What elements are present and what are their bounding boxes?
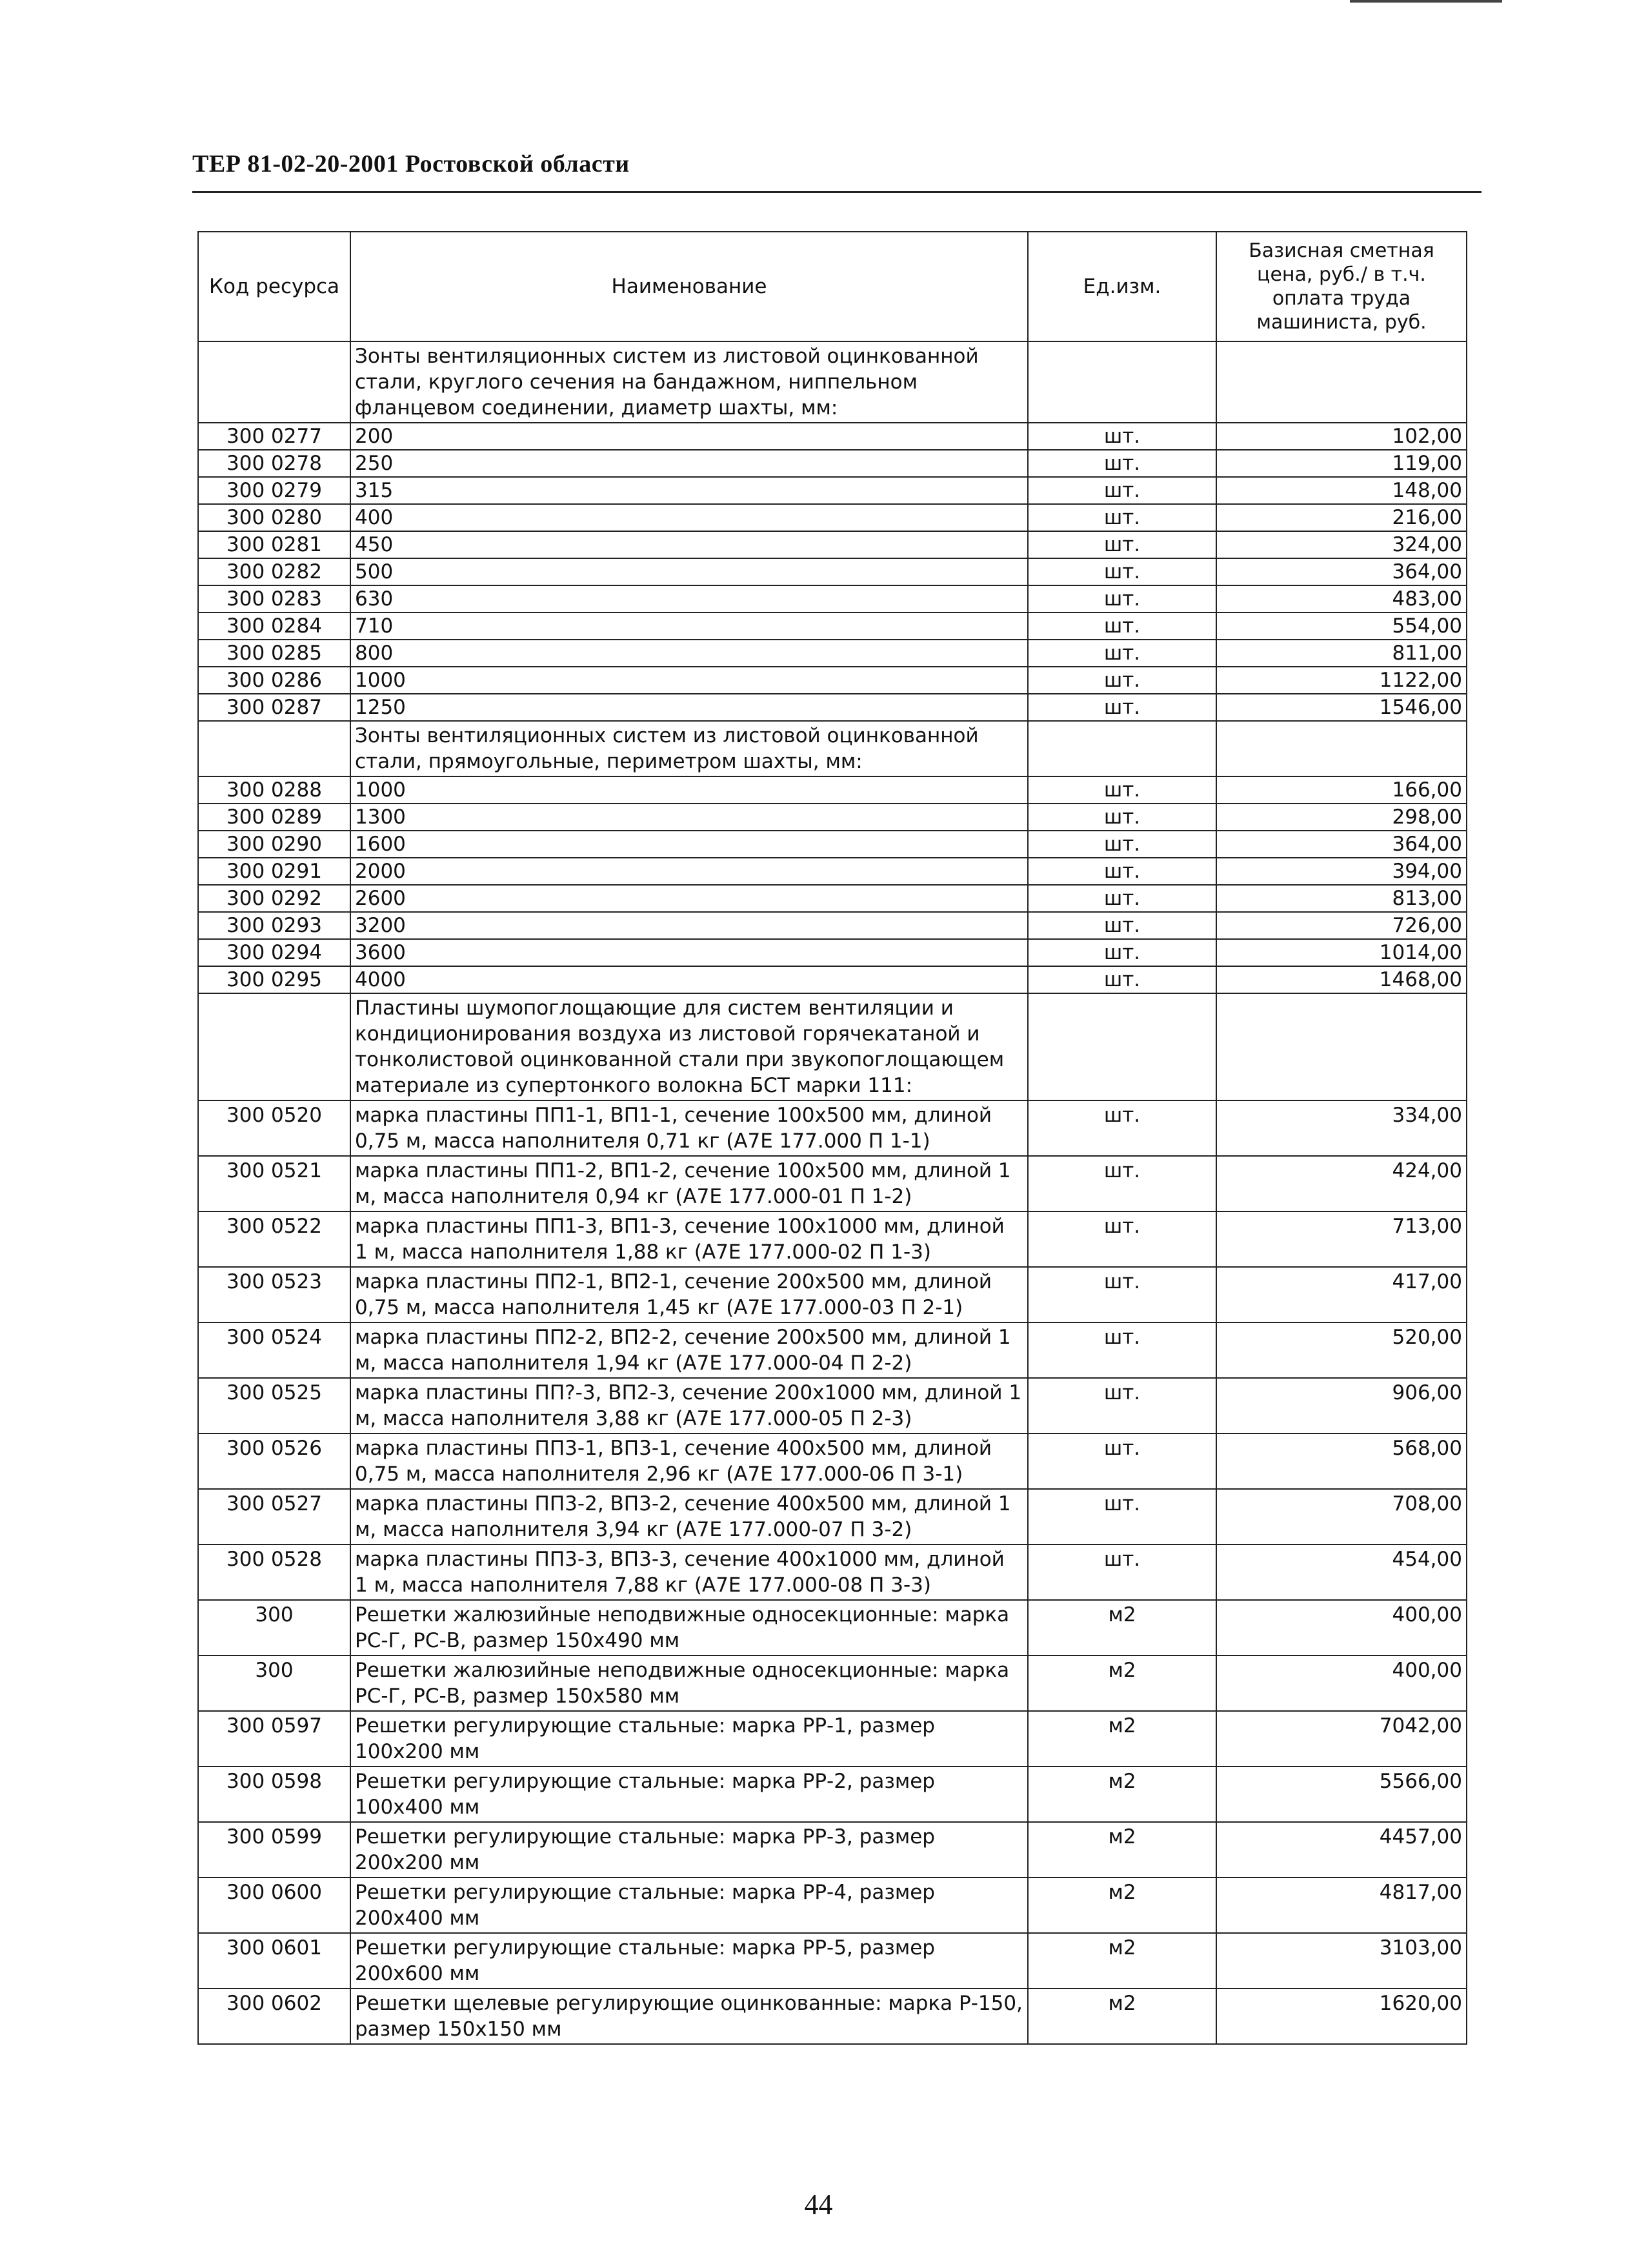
unit-cell: шт. — [1028, 504, 1216, 531]
unit-cell: шт. — [1028, 939, 1216, 966]
resource-code-cell: 300 0525 — [198, 1378, 350, 1433]
price-cell: 708,00 — [1216, 1489, 1467, 1544]
resource-price-table — [197, 231, 1467, 2045]
table-row — [198, 531, 1467, 558]
price-cell: 1122,00 — [1216, 667, 1467, 694]
resource-code-cell: 300 0524 — [198, 1322, 350, 1378]
table-row — [198, 1489, 1467, 1544]
column-header-price: Базисная сметная цена, руб./ в т.ч. оплата труда машиниста, руб. — [1216, 232, 1467, 341]
resource-code-cell: 300 0601 — [198, 1933, 350, 1989]
resource-code-cell: 300 0285 — [198, 640, 350, 667]
table-row — [198, 912, 1467, 939]
table-row — [198, 450, 1467, 477]
price-cell: 554,00 — [1216, 613, 1467, 640]
price-cell: 119,00 — [1216, 450, 1467, 477]
resource-code-cell: 300 0598 — [198, 1767, 350, 1822]
table-row — [198, 966, 1467, 993]
price-cell — [1216, 341, 1467, 423]
resource-name-cell: 200 — [350, 423, 1028, 450]
price-cell: 400,00 — [1216, 1655, 1467, 1711]
table-row — [198, 1933, 1467, 1989]
unit-cell — [1028, 341, 1216, 423]
unit-cell: шт. — [1028, 613, 1216, 640]
group-heading-row — [198, 341, 1467, 423]
unit-cell: шт. — [1028, 667, 1216, 694]
resource-name-cell: 4000 — [350, 966, 1028, 993]
price-cell: 520,00 — [1216, 1322, 1467, 1378]
table-row — [198, 1156, 1467, 1211]
resource-code-cell: 300 0277 — [198, 423, 350, 450]
column-header-code: Код ресурса — [198, 232, 350, 341]
resource-name-cell: марка пластины ПП1-2, ВП1-2, сечение 100х500 мм, длиной 1 м, масса наполнителя 0,94 кг (А7Е 177.000-01 П 1-2) — [350, 1156, 1028, 1211]
group-heading-text: Зонты вентиляционных систем из листовой оцинкованной стали, прямоугольные, периметром шахты, мм: — [350, 721, 1028, 776]
resource-name-cell: марка пластины ПП3-1, ВП3-1, сечение 400х500 мм, длиной 0,75 м, масса наполнителя 2,96 кг (А7Е 177.000-06 П 3-1) — [350, 1433, 1028, 1489]
price-cell: 713,00 — [1216, 1211, 1467, 1267]
price-cell: 813,00 — [1216, 885, 1467, 912]
resource-name-cell: 500 — [350, 558, 1028, 585]
table-row — [198, 1211, 1467, 1267]
resource-name-cell: марка пластины ПП2-2, ВП2-2, сечение 200х500 мм, длиной 1 м, масса наполнителя 1,94 кг (А7Е 177.000-04 П 2-2) — [350, 1322, 1028, 1378]
unit-cell: шт. — [1028, 1433, 1216, 1489]
resource-code-cell — [198, 341, 350, 423]
price-cell — [1216, 993, 1467, 1100]
price-cell — [1216, 721, 1467, 776]
unit-cell: шт. — [1028, 804, 1216, 831]
price-cell: 148,00 — [1216, 477, 1467, 504]
unit-cell: шт. — [1028, 776, 1216, 804]
table-row — [198, 858, 1467, 885]
resource-name-cell: 2600 — [350, 885, 1028, 912]
resource-code-cell: 300 0293 — [198, 912, 350, 939]
resource-code-cell: 300 0295 — [198, 966, 350, 993]
price-cell: 483,00 — [1216, 585, 1467, 613]
price-cell: 3103,00 — [1216, 1933, 1467, 1989]
table-row — [198, 585, 1467, 613]
resource-code-cell: 300 0287 — [198, 694, 350, 721]
table-row — [198, 558, 1467, 585]
group-heading-text: Пластины шумопоглощающие для систем вентиляции и кондиционирования воздуха из листовой горячекатаной и тонколистовой оцинкованной стали при звукопоглощающем материале из супертонкого волокна БСТ марки 111: — [350, 993, 1028, 1100]
unit-cell: шт. — [1028, 1100, 1216, 1156]
price-cell: 1546,00 — [1216, 694, 1467, 721]
resource-name-cell: 1250 — [350, 694, 1028, 721]
group-heading-text: Зонты вентиляционных систем из листовой оцинкованной стали, круглого сечения на бандажном, ниппельном фланцевом соединении, диаметр шахты, мм: — [350, 341, 1028, 423]
table-row — [198, 1322, 1467, 1378]
resource-name-cell: Решетки регулирующие стальные: марка РР-5, размер 200х600 мм — [350, 1933, 1028, 1989]
unit-cell: м2 — [1028, 1878, 1216, 1933]
resource-name-cell: Решетки жалюзийные неподвижные односекционные: марка РС-Г, РС-В, размер 150х490 мм — [350, 1600, 1028, 1655]
table-row — [198, 1378, 1467, 1433]
unit-cell: шт. — [1028, 1544, 1216, 1600]
unit-cell — [1028, 721, 1216, 776]
resource-name-cell: Решетки регулирующие стальные: марка РР-3, размер 200х200 мм — [350, 1822, 1028, 1878]
resource-name-cell: марка пластины ПП3-3, ВП3-3, сечение 400х1000 мм, длиной 1 м, масса наполнителя 7,88 кг (А7Е 177.000-08 П 3-3) — [350, 1544, 1028, 1600]
page-number: 44 — [804, 2189, 833, 2220]
resource-code-cell: 300 — [198, 1600, 350, 1655]
table-row — [198, 640, 1467, 667]
table-row — [198, 1100, 1467, 1156]
resource-code-cell: 300 0282 — [198, 558, 350, 585]
resource-name-cell: 630 — [350, 585, 1028, 613]
table-body — [198, 341, 1467, 2044]
resource-name-cell: Решетки регулирующие стальные: марка РР-2, размер 100х400 мм — [350, 1767, 1028, 1822]
resource-code-cell: 300 0521 — [198, 1156, 350, 1211]
resource-code-cell: 300 0599 — [198, 1822, 350, 1878]
column-header-unit: Ед.изм. — [1028, 232, 1216, 341]
unit-cell: м2 — [1028, 1822, 1216, 1878]
unit-cell: шт. — [1028, 885, 1216, 912]
price-cell: 1014,00 — [1216, 939, 1467, 966]
resource-code-cell: 300 0294 — [198, 939, 350, 966]
table-row — [198, 939, 1467, 966]
resource-name-cell: 800 — [350, 640, 1028, 667]
table-row — [198, 831, 1467, 858]
table-row — [198, 1711, 1467, 1767]
table-row — [198, 1767, 1467, 1822]
unit-cell: шт. — [1028, 831, 1216, 858]
resource-name-cell: 1000 — [350, 776, 1028, 804]
resource-name-cell: Решетки жалюзийные неподвижные односекционные: марка РС-Г, РС-В, размер 150х580 мм — [350, 1655, 1028, 1711]
price-cell: 4817,00 — [1216, 1878, 1467, 1933]
table-row — [198, 1433, 1467, 1489]
unit-cell: м2 — [1028, 1711, 1216, 1767]
resource-code-cell: 300 0278 — [198, 450, 350, 477]
unit-cell: шт. — [1028, 531, 1216, 558]
column-header-name: Наименование — [350, 232, 1028, 341]
table-row — [198, 477, 1467, 504]
unit-cell: м2 — [1028, 1989, 1216, 2044]
header-divider — [192, 191, 1481, 193]
resource-name-cell: 1000 — [350, 667, 1028, 694]
table-header — [198, 232, 1467, 341]
resource-code-cell: 300 0291 — [198, 858, 350, 885]
resource-name-cell: марка пластины ПП?-3, ВП2-3, сечение 200х1000 мм, длиной 1 м, масса наполнителя 3,88 кг (А7Е 177.000-05 П 2-3) — [350, 1378, 1028, 1433]
price-cell: 334,00 — [1216, 1100, 1467, 1156]
unit-cell: шт. — [1028, 912, 1216, 939]
table-row — [198, 1989, 1467, 2044]
price-cell: 417,00 — [1216, 1267, 1467, 1322]
resource-code-cell: 300 0288 — [198, 776, 350, 804]
unit-cell: м2 — [1028, 1600, 1216, 1655]
price-cell: 811,00 — [1216, 640, 1467, 667]
unit-cell: шт. — [1028, 1267, 1216, 1322]
resource-name-cell: 1300 — [350, 804, 1028, 831]
resource-code-cell: 300 0280 — [198, 504, 350, 531]
resource-code-cell: 300 0523 — [198, 1267, 350, 1322]
resource-name-cell: марка пластины ПП2-1, ВП2-1, сечение 200х500 мм, длиной 0,75 м, масса наполнителя 1,45 кг (А7Е 177.000-03 П 2-1) — [350, 1267, 1028, 1322]
unit-cell: шт. — [1028, 966, 1216, 993]
resource-code-cell: 300 — [198, 1655, 350, 1711]
resource-name-cell: Решетки регулирующие стальные: марка РР-4, размер 200х400 мм — [350, 1878, 1028, 1933]
table-row — [198, 885, 1467, 912]
resource-code-cell: 300 0284 — [198, 613, 350, 640]
resource-code-cell — [198, 721, 350, 776]
price-cell: 400,00 — [1216, 1600, 1467, 1655]
price-cell: 4457,00 — [1216, 1822, 1467, 1878]
table-row — [198, 694, 1467, 721]
group-heading-row — [198, 993, 1467, 1100]
resource-code-cell: 300 0290 — [198, 831, 350, 858]
resource-name-cell: 250 — [350, 450, 1028, 477]
price-cell: 364,00 — [1216, 558, 1467, 585]
unit-cell: м2 — [1028, 1655, 1216, 1711]
price-cell: 7042,00 — [1216, 1711, 1467, 1767]
price-cell: 424,00 — [1216, 1156, 1467, 1211]
group-heading-row — [198, 721, 1467, 776]
unit-cell: шт. — [1028, 1489, 1216, 1544]
price-cell: 364,00 — [1216, 831, 1467, 858]
unit-cell: шт. — [1028, 585, 1216, 613]
resource-name-cell: 315 — [350, 477, 1028, 504]
unit-cell: шт. — [1028, 558, 1216, 585]
price-cell: 726,00 — [1216, 912, 1467, 939]
resource-code-cell — [198, 993, 350, 1100]
unit-cell — [1028, 993, 1216, 1100]
price-cell: 166,00 — [1216, 776, 1467, 804]
table-row — [198, 776, 1467, 804]
price-cell: 1468,00 — [1216, 966, 1467, 993]
table-row — [198, 613, 1467, 640]
unit-cell: шт. — [1028, 640, 1216, 667]
resource-name-cell: 450 — [350, 531, 1028, 558]
resource-name-cell: марка пластины ПП1-1, ВП1-1, сечение 100х500 мм, длиной 0,75 м, масса наполнителя 0,71 кг (А7Е 177.000 П 1-1) — [350, 1100, 1028, 1156]
document-header-title: ТЕР 81-02-20-2001 Ростовской области — [192, 150, 630, 177]
unit-cell: шт. — [1028, 1322, 1216, 1378]
resource-code-cell: 300 0292 — [198, 885, 350, 912]
unit-cell: шт. — [1028, 1211, 1216, 1267]
resource-name-cell: 400 — [350, 504, 1028, 531]
resource-code-cell: 300 0527 — [198, 1489, 350, 1544]
resource-name-cell: 2000 — [350, 858, 1028, 885]
resource-code-cell: 300 0279 — [198, 477, 350, 504]
resource-code-cell: 300 0526 — [198, 1433, 350, 1489]
resource-code-cell: 300 0602 — [198, 1989, 350, 2044]
table-row — [198, 1267, 1467, 1322]
resource-code-cell: 300 0597 — [198, 1711, 350, 1767]
table-row — [198, 423, 1467, 450]
resource-name-cell: 710 — [350, 613, 1028, 640]
unit-cell: шт. — [1028, 858, 1216, 885]
price-cell: 298,00 — [1216, 804, 1467, 831]
unit-cell: шт. — [1028, 477, 1216, 504]
resource-name-cell: марка пластины ПП1-3, ВП1-3, сечение 100х1000 мм, длиной 1 м, масса наполнителя 1,88 кг (А7Е 177.000-02 П 1-3) — [350, 1211, 1028, 1267]
unit-cell: шт. — [1028, 694, 1216, 721]
price-cell: 5566,00 — [1216, 1767, 1467, 1822]
resource-code-cell: 300 0528 — [198, 1544, 350, 1600]
price-cell: 102,00 — [1216, 423, 1467, 450]
table-row — [198, 1655, 1467, 1711]
resource-name-cell: 1600 — [350, 831, 1028, 858]
resource-code-cell: 300 0522 — [198, 1211, 350, 1267]
unit-cell: шт. — [1028, 1378, 1216, 1433]
resource-name-cell: марка пластины ПП3-2, ВП3-2, сечение 400х500 мм, длиной 1 м, масса наполнителя 3,94 кг (А7Е 177.000-07 П 3-2) — [350, 1489, 1028, 1544]
resource-name-cell: Решетки щелевые регулирующие оцинкованные: марка Р-150, размер 150х150 мм — [350, 1989, 1028, 2044]
resource-code-cell: 300 0289 — [198, 804, 350, 831]
table-row — [198, 504, 1467, 531]
resource-name-cell: Решетки регулирующие стальные: марка РР-1, размер 100х200 мм — [350, 1711, 1028, 1767]
price-cell: 216,00 — [1216, 504, 1467, 531]
price-cell: 1620,00 — [1216, 1989, 1467, 2044]
resource-name-cell: 3200 — [350, 912, 1028, 939]
price-cell: 324,00 — [1216, 531, 1467, 558]
resource-code-cell: 300 0520 — [198, 1100, 350, 1156]
resource-code-cell: 300 0600 — [198, 1878, 350, 1933]
price-cell: 568,00 — [1216, 1433, 1467, 1489]
resource-code-cell: 300 0281 — [198, 531, 350, 558]
unit-cell: м2 — [1028, 1933, 1216, 1989]
price-cell: 394,00 — [1216, 858, 1467, 885]
unit-cell: шт. — [1028, 1156, 1216, 1211]
resource-code-cell: 300 0286 — [198, 667, 350, 694]
unit-cell: шт. — [1028, 450, 1216, 477]
table-row — [198, 667, 1467, 694]
price-cell: 454,00 — [1216, 1544, 1467, 1600]
table-row — [198, 1878, 1467, 1933]
table-row — [198, 1544, 1467, 1600]
unit-cell: м2 — [1028, 1767, 1216, 1822]
resource-code-cell: 300 0283 — [198, 585, 350, 613]
top-edge-rule — [1350, 0, 1502, 3]
table-row — [198, 804, 1467, 831]
price-cell: 906,00 — [1216, 1378, 1467, 1433]
unit-cell: шт. — [1028, 423, 1216, 450]
table-row — [198, 1822, 1467, 1878]
table-row — [198, 1600, 1467, 1655]
resource-name-cell: 3600 — [350, 939, 1028, 966]
